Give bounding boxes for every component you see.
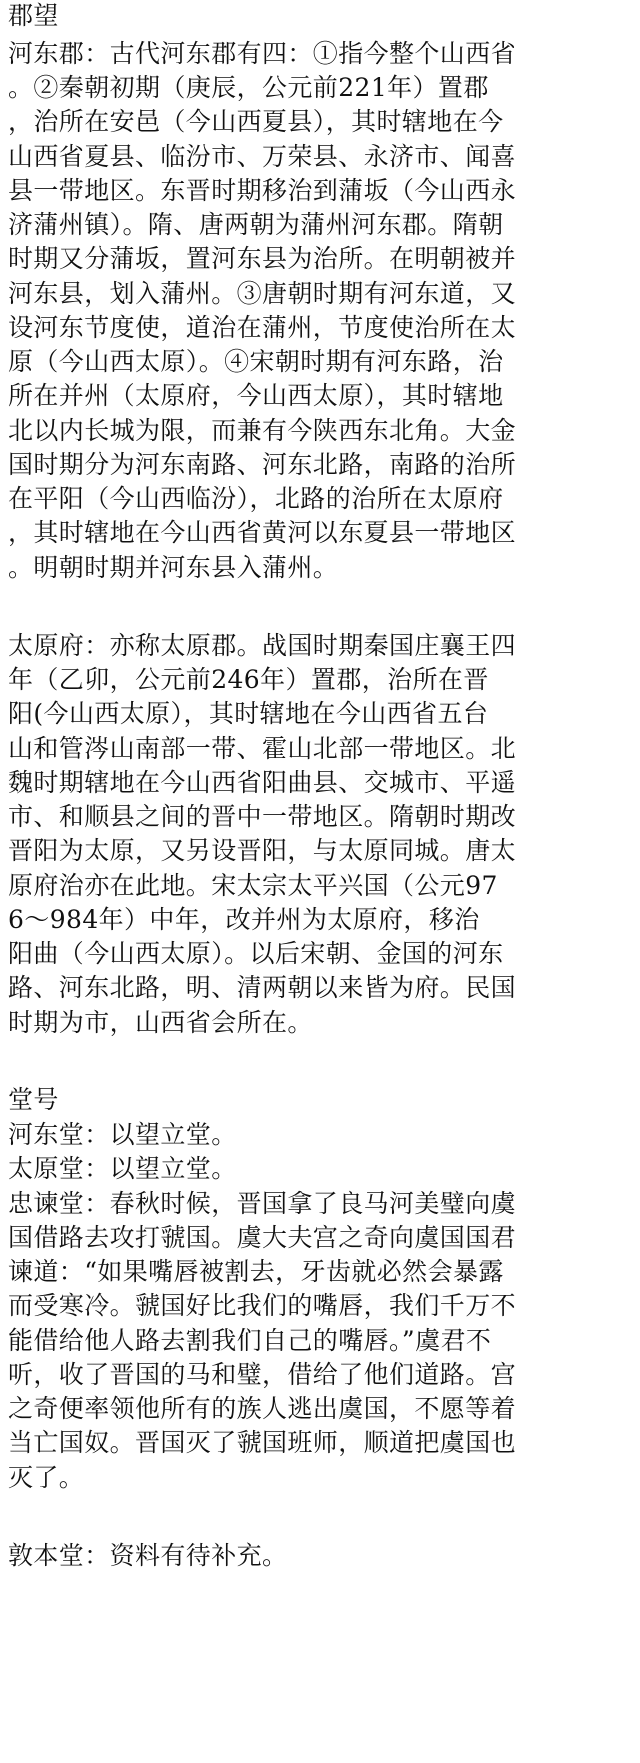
paragraph-line: 阳曲（今山西太原）。以后宋朝、金国的河东 xyxy=(8,939,504,968)
paragraph-line: 山和管涔山南部一带、霍山北部一带地区。北 xyxy=(8,734,517,763)
paragraph-line: 原府治亦在此地。宋太宗太平兴国（公元97 xyxy=(8,871,498,900)
paragraph-line: 国借路去攻打虢国。虞大夫宫之奇向虞国国君 xyxy=(8,1223,517,1252)
paragraph-line: 河东郡：古代河东郡有四：①指今整个山西省 xyxy=(8,39,517,68)
paragraph-line: 。②秦朝初期（庚辰，公元前221年）置郡 xyxy=(8,73,489,102)
paragraph-line: 所在并州（太原府，今山西太原），其时辖地 xyxy=(8,381,504,410)
paragraph-line: 河东县，划入蒲州。③唐朝时期有河东道，又 xyxy=(8,279,517,308)
paragraph-line: 县一带地区。东晋时期移治到蒲坂（今山西永 xyxy=(8,176,517,205)
paragraph-line: 北以内长城为限，而兼有今陕西东北角。大金 xyxy=(8,416,517,445)
paragraph-line: 而受寒冷。虢国好比我们的嘴唇，我们千万不 xyxy=(8,1291,517,1320)
section-heading-tanghao: 堂号 xyxy=(8,1085,59,1114)
paragraph-line: 忠谏堂：春秋时候，晋国拿了良马河美璧向虞 xyxy=(8,1189,517,1218)
paragraph-line: 。明朝时期并河东县入蒲州。 xyxy=(8,553,339,582)
paragraph-dunben: 敦本堂：资料有待补充。 xyxy=(8,1541,288,1570)
paragraph-line: 年（乙卯，公元前246年）置郡，治所在晋 xyxy=(8,665,489,694)
paragraph-line: 晋阳为太原，又另设晋阳，与太原同城。唐太 xyxy=(8,836,517,865)
paragraph-line: 市、和顺县之间的晋中一带地区。隋朝时期改 xyxy=(8,802,517,831)
paragraph-line: 谏道：“如果嘴唇被割去，牙齿就必然会暴露 xyxy=(8,1257,504,1286)
paragraph-line: ，其时辖地在今山西省黄河以东夏县一带地区 xyxy=(8,518,517,547)
paragraph-line: 设河东节度使，道治在蒲州，节度使治所在太 xyxy=(8,313,517,342)
paragraph-line: 时期又分蒲坂，置河东县为治所。在明朝被并 xyxy=(8,244,517,273)
paragraph-line: 时期为市，山西省会所在。 xyxy=(8,1008,313,1037)
paragraph-line: 路、河东北路，明、清两朝以来皆为府。民国 xyxy=(8,973,517,1002)
paragraph-line: 之奇便率领他所有的族人逃出虞国，不愿等着 xyxy=(8,1394,517,1423)
paragraph-line: 当亡国奴。晋国灭了虢国班师，顺道把虞国也 xyxy=(8,1428,517,1457)
section-heading-junwang: 郡望 xyxy=(8,1,59,30)
paragraph-line: 山西省夏县、临汾市、万荣县、永济市、闻喜 xyxy=(8,142,517,171)
paragraph-line: 济蒲州镇）。隋、唐两朝为蒲州河东郡。隋朝 xyxy=(8,210,504,239)
paragraph-line: 能借给他人路去割我们自己的嘴唇。”虞君不 xyxy=(8,1326,492,1355)
paragraph-line: 国时期分为河东南路、河东北路，南路的治所 xyxy=(8,450,517,479)
paragraph-line: 太原府：亦称太原郡。战国时期秦国庄襄王四 xyxy=(8,631,517,660)
paragraph-line: 6～984年）中年，改并州为太原府，移治 xyxy=(8,905,480,934)
paragraph-line: 河东堂：以望立堂。 xyxy=(8,1120,237,1149)
paragraph-line: 灭了。 xyxy=(8,1463,85,1492)
paragraph-line: 阳(今山西太原），其时辖地在今山西省五台 xyxy=(8,699,489,728)
paragraph-line: 听，收了晋国的马和璧，借给了他们道路。宫 xyxy=(8,1360,517,1389)
paragraph-line: 在平阳（今山西临汾），北路的治所在太原府 xyxy=(8,484,504,513)
paragraph-line: 魏时期辖地在今山西省阳曲县、交城市、平遥 xyxy=(8,768,517,797)
paragraph-line: 太原堂：以望立堂。 xyxy=(8,1154,237,1183)
paragraph-line: 原（今山西太原）。④宋朝时期有河东路，治 xyxy=(8,347,504,376)
paragraph-line: ，治所在安邑（今山西夏县），其时辖地在今 xyxy=(8,107,504,136)
